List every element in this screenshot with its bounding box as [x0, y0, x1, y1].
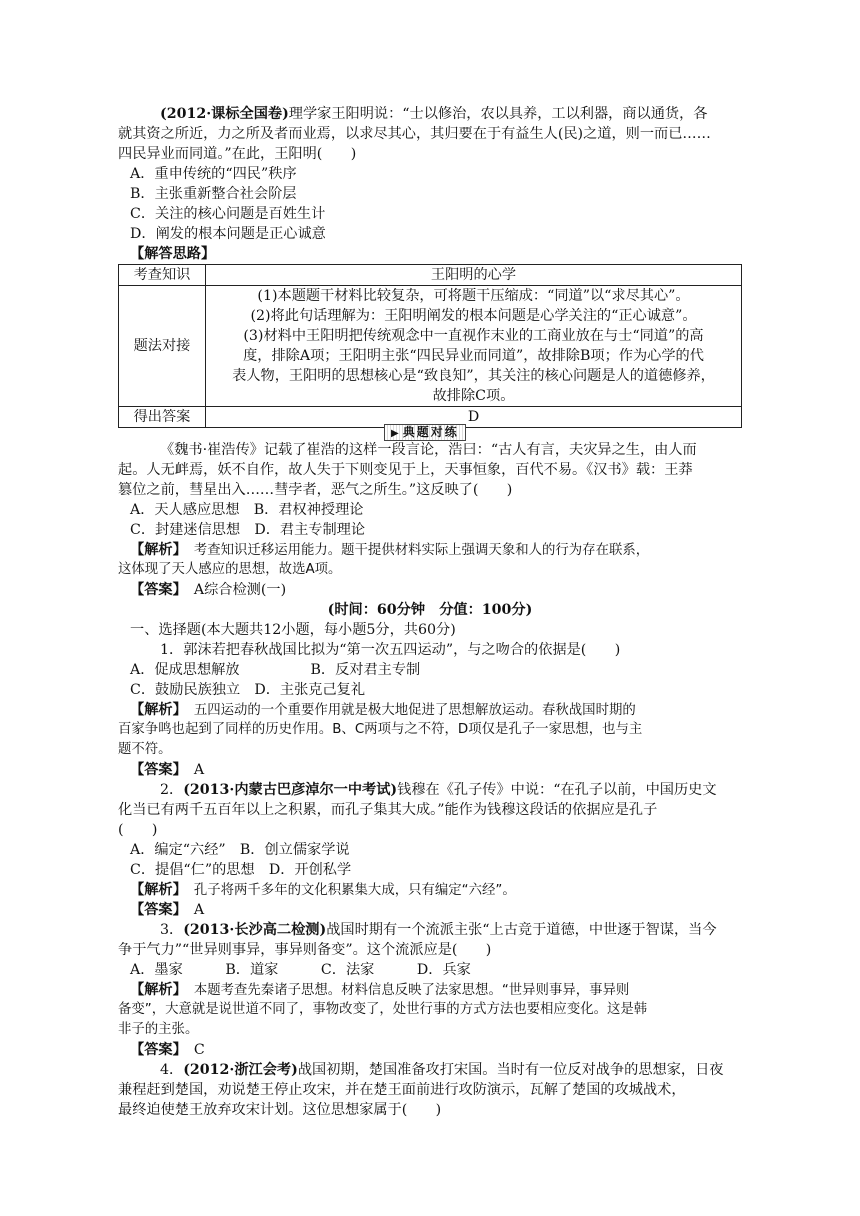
- q0-option-d: D．阐发的根本问题是正心诚意: [130, 226, 326, 242]
- q1-options-2: C．鼓励民族独立 D．主张克己复礼: [130, 682, 366, 698]
- play-icon: ▶: [391, 428, 401, 439]
- practice-options-1: A．天人感应思想 B．君权神授理论: [130, 502, 364, 518]
- table-label-answer: 得出答案: [119, 407, 206, 428]
- table-value-answer: D: [206, 407, 742, 428]
- q1-analysis: 【解析】 五四运动的一个重要作用就是极大地促进了思想解放运动。春秋战国时期的: [130, 702, 636, 718]
- q3-answer: 【答案】 C: [130, 1042, 205, 1058]
- q1-stem: 1．郭沫若把春秋战国比拟为“第一次五四运动”，与之吻合的依据是( ): [160, 642, 621, 658]
- practice-options-2: C．封建迷信思想 D．君主专制理论: [130, 522, 366, 538]
- q3-options: A．墨家 B．道家 C．法家 D．兵家: [130, 962, 471, 978]
- practice-line-2: 起。人无衅焉，妖不自作，故人失于下则变见于上，天事恒象，百代不易。《汉书》载：王莽: [118, 462, 693, 478]
- q2-analysis: 【解析】 孔子将两千多年的文化积累集大成，只有编定“六经”。: [130, 882, 516, 898]
- table-label-knowledge: 考查知识: [119, 265, 206, 286]
- table-value-knowledge: 王阳明的心学: [206, 265, 742, 286]
- q2-line-1: 2．(2013·内蒙古巴彦淖尔一中考试)钱穆在《孔子传》中说：“在孔子以前，中国历史文: [160, 782, 717, 798]
- q2-line-2: 化当已有两千五百年以上之积累，而孔子集其大成。”能作为钱穆这段话的依据应是孔子: [118, 802, 658, 818]
- practice-analysis-line-2: 这体现了天人感应的思想，故选A项。: [118, 562, 342, 577]
- q1-options-1: A．促成思想解放 B．反对君主专制: [130, 662, 421, 678]
- q2-options-1: A．编定“六经” B．创立儒家学说: [130, 842, 350, 858]
- q0-line-1: (2012·课标全国卷)理学家王阳明说：“士以修治，农以具养，工以利器，商以通货，各: [160, 106, 708, 122]
- practice-analysis: 【解析】 考查知识迁移运用能力。题干提供材料实际上强调天象和人的行为存在联系，: [130, 542, 650, 558]
- q3-analysis-line-3: 非子的主张。: [118, 1022, 199, 1037]
- practice-banner: ▶ 典题对练: [384, 424, 466, 441]
- exam-meta: (时间：60分钟 分值：100分): [327, 602, 533, 618]
- q0-line-3: 四民异业而同道。”在此，王阳明( ): [118, 146, 357, 162]
- q4-line-1: 4．(2012·浙江会考)战国初期，楚国准备攻打宋国。当时有一位反对战争的思想家，日夜: [160, 1062, 724, 1078]
- q3-analysis: 【解析】 本题考查先秦诸子思想。材料信息反映了法家思想。“世异则事异，事异则: [130, 982, 630, 998]
- practice-line-1: 《魏书·崔浩传》记载了崔浩的这样一段言论，浩曰：“古人有言，夫灾异之生，由人而: [160, 442, 697, 458]
- q2-answer: 【答案】 A: [130, 902, 205, 918]
- q0-source: (2012·课标全国卷): [160, 106, 289, 122]
- q4-line-2: 兼程赶到楚国，劝说楚王停止攻宋，并在楚王面前进行攻防演示，瓦解了楚国的攻城战术，: [118, 1082, 686, 1098]
- q2-line-3: ( ): [118, 822, 158, 838]
- q1-analysis-line-3: 题不符。: [118, 742, 172, 757]
- q0-option-c: C．关注的核心问题是百姓生计: [130, 206, 326, 222]
- q4-line-3: 最终迫使楚王放弃攻宋计划。这位思想家属于( ): [118, 1102, 442, 1118]
- table-row: [119, 286, 742, 407]
- answer-approach-heading: 【解答思路】: [130, 246, 216, 262]
- q0-option-b: B．主张重新整合社会阶层: [130, 186, 297, 202]
- table-row: [119, 265, 742, 286]
- exam-section: 一、选择题(本大题共12小题，每小题5分，共60分): [130, 622, 456, 638]
- q0-line-2: 就其资之所近，力之所及者而业焉，以求尽其心，其归要在于有益生人(民)之道，则一而已……: [118, 126, 711, 142]
- q3-line-2: 争于气力”“世异则事异，事异则备变”。这个流派应是( ): [118, 942, 492, 958]
- practice-line-3: 篡位之前，彗星出入……彗孛者，恶气之所生。”这反映了( ): [118, 482, 513, 498]
- answer-approach-table: [118, 264, 742, 428]
- table-label-method: 题法对接: [119, 286, 206, 407]
- q1-answer: 【答案】 A: [130, 762, 205, 778]
- table-value-method: (1)本题题干材料比较复杂，可将题干压缩成：“同道”以“求尽其心”。 (2)将此句话理解为：王阳明阐发的根本问题是心学关注的“正心诚意”。 (3)材料中王阳明把传统观念中一直视作末业的工商业放在与士“同道”的高 度，排除A项；王阳明主张“四民异业而同道”，故排除B项；作为心学的代 表人物，王阳明的思想核心是“致良知”，其关注的核心问题是人的道德修养， 故排除C项。: [206, 286, 742, 407]
- q2-options-2: C．提倡“仁”的思想 D．开创私学: [130, 862, 352, 878]
- practice-answer: 【答案】 A综合检测(一): [130, 582, 287, 598]
- q3-analysis-line-2: 备变”，大意就是说世道不同了，事物改变了，处世行事的方式方法也要相应变化。这是韩: [118, 1002, 648, 1017]
- q1-analysis-line-2: 百家争鸣也起到了同样的历史作用。B、C两项与之不符，D项仅是孔子一家思想，也与主: [118, 722, 643, 737]
- q0-option-a: A．重申传统的“四民”秩序: [130, 166, 297, 182]
- q3-line-1: 3．(2013·长沙高二检测)战国时期有一个流派主张“上古竞于道德，中世逐于智谋，当今: [160, 922, 717, 938]
